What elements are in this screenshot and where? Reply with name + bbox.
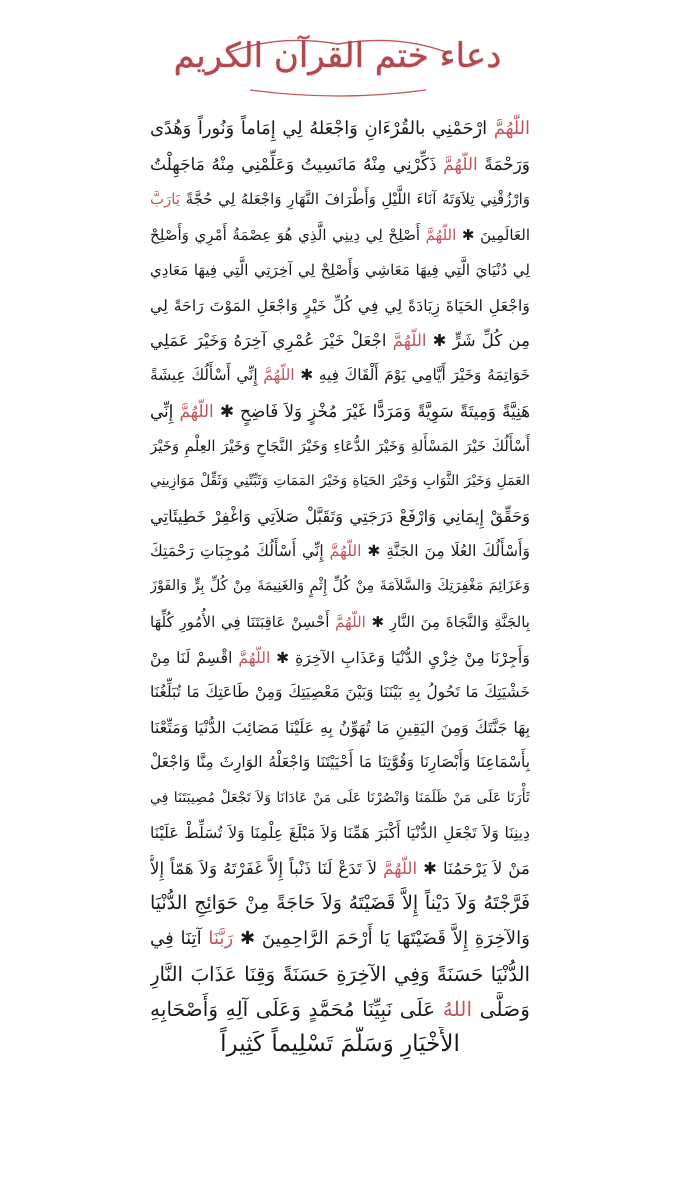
dua-body bbox=[150, 112, 530, 1172]
text-segment: هَنِيَّةً وَمِيتَةً سَوِيَّةً وَمَرَدًّا غَيْرَ مُخْزٍ وَلاَ فَاضِحٍ ✱ bbox=[213, 400, 530, 421]
highlighted-word: اللّهُمَّ bbox=[493, 119, 530, 139]
text-segment: إِنِّي bbox=[150, 400, 180, 421]
text-segment: آتِنَا فِي bbox=[150, 928, 209, 950]
text-segment: أَسْأَلُكَ خَيْرَ المَسْأَلةِ وَخَيْرَ الدُّعَاءِ وَخَيْرَ النَّجَاحِ وَخَيْرَ العِلْمِ وَخَيْرَ bbox=[150, 436, 530, 455]
text-segment: إِنِّي أَسْأَلُكَ عِيشَةً bbox=[150, 366, 264, 385]
text-line bbox=[150, 781, 530, 816]
text-line bbox=[150, 112, 530, 147]
text-segment: وَرَحْمَةً bbox=[477, 154, 530, 175]
text-segment: خَوَاتِمَهُ وَخَيْرَ أَيَّامِي يَوْمَ أَلْقَاكَ فِيهِ ✱ bbox=[294, 366, 530, 385]
text-segment: مِن كُلِّ شَرٍّ ✱ bbox=[426, 331, 530, 351]
text-line bbox=[150, 569, 530, 604]
text-line bbox=[150, 288, 530, 323]
highlighted-word: اللّهُمَّ bbox=[238, 647, 271, 667]
text-line bbox=[150, 218, 530, 253]
text-segment: وَأَجِرْنَا مِنْ خِزْيِ الدُّنْيَا وَعَذَابِ الآخِرَةِ ✱ bbox=[270, 647, 530, 667]
text-segment: وَارْزُقْنِي تِلاَوَتَهُ آنَاءَ اللَّيْلِ وَأَطْرَافَ النَّهَارِ وَاجْعَلهُ لِي حُجَّةً bbox=[180, 190, 530, 209]
text-segment: ثَأْرَنَا عَلَى مَنْ ظَلَمَنَا وَانْصُرْنَا عَلَى مَنْ عَادَانَا وَلاَ تَجْعَلْ مُصِيبَتَنَا فِي bbox=[150, 789, 530, 806]
highlighted-word: اللّهُمَّ bbox=[179, 400, 214, 421]
text-segment: ذَكِّرْنِي مِنْهُ مَانَسِيتُ وَعَلِّمْنِي مِنْهُ مَاجَهِلْتُ bbox=[150, 154, 444, 175]
text-line bbox=[150, 323, 530, 358]
text-segment: وَأَسْأَلُكَ العُلَا مِنَ الجَنَّةِ ✱ bbox=[361, 542, 530, 561]
text-line bbox=[150, 147, 530, 182]
text-line bbox=[150, 358, 530, 393]
text-segment: وَحَقِّقْ إِيمَانِي وَارْفَعْ دَرَجَتِي وَتَقَبَّلْ صَلاَتِي وَاغْفِرْ خَطِيئَاتِي bbox=[150, 507, 530, 527]
text-line bbox=[150, 464, 530, 499]
highlighted-word: اللّهُمَّ bbox=[392, 331, 427, 351]
text-line bbox=[150, 182, 530, 217]
text-line bbox=[150, 851, 530, 886]
text-segment: فَرَّجْتَهُ وَلاَ دَيْناً إِلاَّ قَضَيْتَهُ وَلاَ حَاجَةً مِنْ حَوَائِجِ الدُّنْيَا bbox=[150, 893, 530, 915]
text-line bbox=[150, 675, 530, 710]
text-segment: مَنْ لاَ يَرْحَمُنَا ✱ bbox=[417, 857, 530, 878]
text-segment: اقْسِمْ لَنَا مِنْ bbox=[150, 647, 239, 667]
text-segment: دِينِنَا وَلاَ تَجْعَلِ الدُّنْيَا أَكْبَرَ هَمِّنَا وَلاَ مَبْلَغَ عِلْمِنَا وَلاَ تُسَلِّطْ عَلَيْنَا bbox=[150, 823, 530, 842]
text-segment: وَصَلَّى bbox=[472, 996, 530, 1021]
text-segment: خَشْيَتِكَ مَا تَحُولُ بِهِ بَيْنَنَا وَبَيْنَ مَعْصِيَتِكَ وَمِنْ طَاعَتِكَ مَا تُبَلِّغُنَا bbox=[150, 683, 530, 701]
text-segment: الأَخْيَارِ وَسَلَّمَ تَسْلِيماً كَثِيراً bbox=[220, 1030, 460, 1057]
page-title: دعاء ختم القرآن الكريم bbox=[173, 36, 502, 76]
text-line bbox=[150, 1027, 530, 1062]
text-line bbox=[150, 499, 530, 534]
text-line bbox=[150, 429, 530, 464]
text-segment: العَمَلِ وَخَيْرَ الثَّوَابِ وَخَيْرَ الحَيَاةِ وَخَيْرَ المَمَاتِ وَثَبِّتْنِي وَثَقِّلْ مَوَازِينِي bbox=[150, 472, 530, 489]
text-line bbox=[150, 745, 530, 780]
text-segment: أَصْلِحْ لِي دِينِي الَّذِي هُوَ عِصْمَةُ أَمْرِي وَأَصْلِحْ bbox=[150, 225, 426, 244]
highlighted-word: اللّهُمَّ bbox=[263, 366, 295, 385]
text-line bbox=[150, 640, 530, 675]
text-segment: وَاجْعَلِ الحَيَاةَ زِيَادَةً لِي فِي كُلِّ خَيْرٍ وَاجْعَلِ المَوْتَ رَاحَةً لِي bbox=[150, 295, 530, 315]
text-segment: أَحْسِنْ عَاقِبَتَنَا فِي الأُمُورِ كُلِّهَا bbox=[150, 612, 336, 631]
text-segment: لِي دُنْيَايَ الَّتِي فِيهَا مَعَاشِي وَأَصْلِحْ لِي آخِرَتِي الَّتِي فِيهَا مَعَادِي bbox=[150, 260, 530, 279]
text-segment: وَالآخِرَةِ إِلاَّ قَضَيْتَهَا يَا أَرْحَمَ الرَّاحِمِينَ ✱ bbox=[233, 928, 530, 950]
text-line bbox=[150, 992, 530, 1027]
text-line bbox=[150, 253, 530, 288]
text-segment: الدُّنْيَا حَسَنَةً وَفِي الآخِرَةِ حَسَنَةً وَقِنَا عَذَابَ النَّارِ bbox=[150, 962, 530, 986]
text-line bbox=[150, 957, 530, 992]
text-segment: ارْحَمْنِي بالقُرْءَانِ وَاجْعَلهُ لِي إِمَاماً وَنُوراً وَهُدًى bbox=[150, 119, 494, 139]
highlighted-word: اللّهُمَّ bbox=[383, 857, 418, 878]
text-line bbox=[150, 816, 530, 851]
text-segment: بِهَا جَنَّتَكَ وَمِنَ اليَقِينِ مَا تُهَوِّنُ بِهِ عَلَيْنَا مَصَائِبَ الدُّنْيَا وَمَتِّعْنَا bbox=[150, 718, 530, 738]
highlighted-word: اللّهُمَّ bbox=[329, 542, 362, 561]
highlighted-word: يَارَبَّ bbox=[150, 190, 180, 209]
text-line bbox=[150, 534, 530, 569]
highlighted-word: اللّهُمَّ bbox=[425, 225, 457, 244]
text-line bbox=[150, 886, 530, 921]
text-line bbox=[150, 605, 530, 640]
text-segment: لاَ تَدَعْ لَنَا ذَنْباً إِلاَّ غَفَرْتَهُ وَلاَ هَمّاً إِلاَّ bbox=[150, 857, 384, 878]
text-segment: بِالجَنَّةِ وَالنَّجَاةَ مِنَ النَّارِ ✱ bbox=[365, 612, 530, 631]
highlighted-word: رَبَّنَا bbox=[208, 928, 234, 950]
highlighted-word: اللّهُمَّ bbox=[443, 154, 478, 175]
text-segment: إِنِّي أَسْأَلُكَ مُوجِبَاتِ رَحْمَتِكَ bbox=[150, 542, 330, 561]
text-line bbox=[150, 394, 530, 429]
text-segment: بِأَسْمَاعِنَا وَأَبْصَارِنَا وَقُوَّتِنَا مَا أَحْيَيْتَنَا وَاجْعَلْهُ الوَارِثَ مِنَّا وَاجْعَلْ bbox=[150, 753, 530, 772]
text-segment: عَلَى نَبِيِّنَا مُحَمَّدٍ وَعَلَى آلِهِ وَأَصْحَابِهِ bbox=[150, 996, 443, 1021]
highlighted-word: اللهُ bbox=[442, 996, 473, 1021]
text-segment: وَعَزَائِمَ مَغْفِرَتِكَ وَالسَّلاَمَةَ مِنْ كُلِّ إِثْمٍ وَالغَنِيمَةَ مِنْ كُلِّ بِرٍّ وَالفَوْزَ bbox=[150, 578, 530, 595]
highlighted-word: اللّهُمَّ bbox=[335, 612, 366, 631]
text-line bbox=[150, 921, 530, 956]
text-line bbox=[150, 710, 530, 745]
text-segment: اجْعَلْ خَيْرَ عُمْرِي آخِرَهُ وَخَيْرَ عَمَلِي bbox=[150, 331, 393, 351]
text-segment: العَالَمِينَ ✱ bbox=[456, 225, 530, 244]
